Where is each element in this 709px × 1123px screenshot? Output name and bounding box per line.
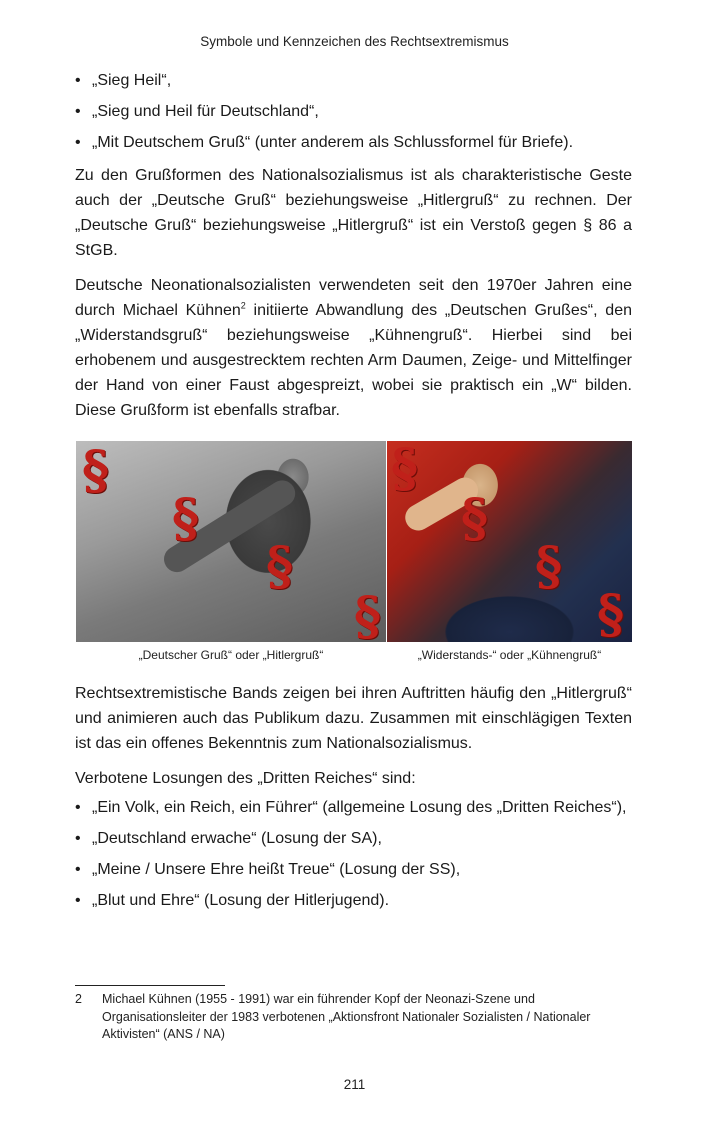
caption-right: „Widerstands-“ oder „Kühnengruß“: [417, 648, 602, 662]
list-item: • „Ein Volk, ein Reich, ein Führer“ (allgemeine Losung des „Dritten Reiches“),: [75, 797, 632, 818]
paragraph-symbol-icon: §: [82, 441, 110, 501]
paragraph-symbol-icon: §: [535, 536, 563, 597]
photo-hitlergruss: [76, 441, 386, 642]
paragraph-kuehnengruss: [75, 273, 632, 423]
photo-kuehnengruss: [387, 441, 632, 642]
page-number: 211: [343, 1077, 366, 1092]
slogans-list: [75, 797, 632, 911]
paragraph-symbol-icon: §: [172, 488, 200, 549]
paragraph-slogans-intro: Verbotene Losungen des „Dritten Reiches“ sind:: [75, 770, 416, 787]
paragraph-text: Deutsche Neonationalsozialisten verwendeten seit den 1970er Jahren eine durch Michael Kühnen: [75, 277, 632, 319]
paragraph-hitlergruss: Zu den Grußformen des Nationalsozialismus ist als charakteristische Geste auch der „Deutsche Gruß“ beziehungsweise „Hitlergruß“ zu rechnen. Der „Deutsche Gruß“ beziehungsweise „Hitlergruß“ ist ein Verstoß gegen § 86 a StGB.: [75, 167, 632, 259]
paragraph-bands: Rechtsextremistische Bands zeigen bei ihren Auftritten häufig den „Hitlergruß“ und animieren auch das Publikum dazu. Zusammen mit einschlägigen Texten ist das ein offenes Bekenntnis zum Nationalsozialismus.: [75, 685, 632, 752]
paragraph-symbol-icon: §: [461, 488, 489, 549]
caption-left: „Deutscher Gruß“ oder „Hitlergruß“: [138, 648, 324, 662]
list-item: • „Sieg und Heil für Deutschland“,: [75, 101, 632, 122]
paragraph-symbol-icon: §: [391, 441, 419, 499]
paragraph-symbol-icon: §: [597, 584, 625, 642]
paragraph-symbol-icon: §: [354, 586, 382, 642]
list-item: • „Blut und Ehre“ (Losung der Hitlerjugend).: [75, 890, 632, 911]
list-item: • „Sieg Heil“,: [75, 70, 632, 91]
paragraph-symbol-icon: §: [266, 536, 294, 597]
footnote-reference: 2: [240, 300, 246, 311]
paragraph-text: initiierte Abwandlung des „Deutschen Grußes“, den „Widerstandsgruß“ beziehungsweise „Kühnengruß“. Hierbei sind bei erhobenem und ausgestrecktem rechten Arm Daumen, Zeige- und Mittelfinger der Hand von einer Faust abgespreizt, wobei sie praktisch ein „W“ bilden. Diese Grußform ist ebenfalls strafbar.: [75, 302, 632, 419]
footnote-text: Michael Kühnen (1955 - 1991) war ein führender Kopf der Neonazi-Szene und Organisationsleiter der 1983 verbotenen „Aktionsfront Nationaler Sozialisten / Nationaler Aktivisten“ (ANS / NA): [102, 992, 591, 1041]
figure-salutes: [75, 441, 632, 669]
footnote-number: 2: [75, 992, 82, 1006]
list-item: • „Mit Deutschem Gruß“ (unter anderem als Schlussformel für Briefe).: [75, 132, 632, 153]
list-item: • „Meine / Unsere Ehre heißt Treue“ (Losung der SS),: [75, 859, 632, 880]
page-content: [75, 70, 632, 921]
running-header: Symbole und Kennzeichen des Rechtsextremismus: [200, 34, 509, 49]
greetings-list: [75, 70, 632, 153]
list-item: • „Deutschland erwache“ (Losung der SA),: [75, 828, 632, 849]
footnote-divider: [75, 985, 225, 986]
footnote: [75, 991, 632, 1044]
